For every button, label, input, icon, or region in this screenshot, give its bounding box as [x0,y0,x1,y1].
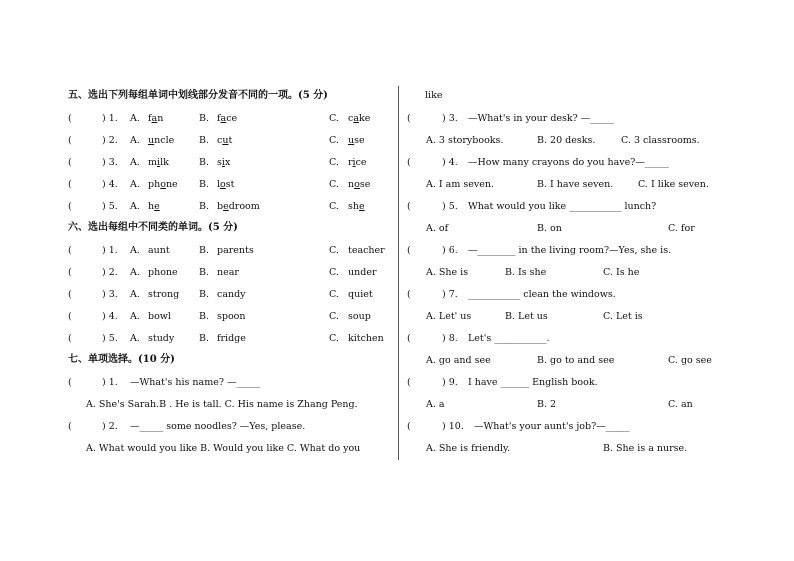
item-number: ) 2. [102,267,118,278]
option-c: C. go see [668,355,712,366]
option-c-word: quiet [348,289,373,300]
item-number: ) 1. [102,245,118,256]
question-text: —How many crayons do you have?—_____ [468,157,669,168]
option-c-label: C. [329,113,339,124]
option-c: C. I like seven. [638,179,709,190]
paren: ( [407,289,411,300]
option-b-label: B. [199,113,210,124]
option-b: B. Is she [505,267,547,278]
option-b-label: B. [199,245,210,256]
item-number: ) 5. [102,333,118,344]
option-a-word: uncle [148,135,175,146]
option-b: B. on [537,223,562,234]
paren: ( [68,267,72,278]
option-c: C. Is he [603,267,640,278]
paren: ( [407,201,411,212]
options-line: A. She's Sarah.B . He is tall. C. His name is Zhang Peng. [86,399,358,410]
option-b-word: near [217,267,239,278]
option-c-label: C. [329,135,339,146]
option-a-word: bowl [148,311,171,322]
paren: ( [68,113,72,124]
option-b-label: B. [199,157,210,168]
option-b-word: cut [217,135,233,146]
option-a-word: strong [148,289,180,300]
item-number: ) 9. [442,377,458,388]
option-b-word: face [217,113,238,124]
paren: ( [68,245,72,256]
question-text: —What's your aunt's job?—_____ [474,421,630,432]
option-b-label: B. [199,289,210,300]
option-a-label: A. [130,333,140,344]
option-a-word: phone [148,179,178,190]
paren: ( [68,157,72,168]
option-c-word: soup [348,311,371,322]
option-c-label: C. [329,201,339,212]
option-c: C. an [668,399,693,410]
option-a-word: phone [148,267,178,278]
paren: ( [68,201,72,212]
option-b-label: B. [199,311,210,322]
paren: ( [407,421,411,432]
question-text: I have ______ English book. [468,377,598,388]
paren: ( [407,245,411,256]
question-text: —What's his name? —_____ [130,377,261,388]
option-b-label: B. [199,267,210,278]
paren: ( [68,289,72,300]
option-a-label: A. [130,135,140,146]
option-b-word: spoon [217,311,246,322]
item-number: ) 6. [442,245,458,256]
option-b-word: lost [217,179,235,190]
option-b-label: B. [199,179,210,190]
option-a-label: A. [130,157,140,168]
item-number: ) 8. [442,333,458,344]
paren: ( [68,311,72,322]
paren: ( [68,333,72,344]
item-number: ) 1. [102,113,118,124]
option-b-label: B. [199,333,210,344]
item-number: ) 4. [102,311,118,322]
option-a: A. I am seven. [426,179,494,190]
option-a-label: A. [130,179,140,190]
question-text: What would you like ___________ lunch? [468,201,657,212]
item-number: ) 2. [102,135,118,146]
option-a-label: A. [130,311,140,322]
option-c-word: cake [348,113,371,124]
option-a: A. of [426,223,449,234]
option-a-word: milk [148,157,169,168]
section-5-title: 五、选出下列每组单词中划线部分发音不同的一项。(5 分) [68,90,328,101]
question-text: —What's in your desk? —_____ [468,113,615,124]
option-a-word: fan [148,113,164,124]
option-a-label: A. [130,113,140,124]
option-c-word: she [348,201,365,212]
option-a: A. a [426,399,445,410]
paren: ( [68,421,72,432]
option-c-word: use [348,135,365,146]
option-c-word: under [348,267,377,278]
option-c-label: C. [329,157,339,168]
option-a: A. go and see [426,355,491,366]
option-c-label: C. [329,311,339,322]
option-a: A. She is [426,267,469,278]
option-c-word: rice [348,157,367,168]
option-b-word: fridge [217,333,246,344]
option-a: A. She is friendly. [426,443,511,454]
item-number: ) 4. [442,157,458,168]
option-c-label: C. [329,179,339,190]
paren: ( [68,377,72,388]
option-c-label: C. [329,267,339,278]
option-b-word: parents [217,245,254,256]
question-text: —_____ some noodles? —Yes, please. [130,421,306,432]
option-b-word: bedroom [217,201,260,212]
option-b-label: B. [199,135,210,146]
item-number: ) 5. [442,201,458,212]
option-c-word: nose [348,179,371,190]
item-number: ) 7. [442,289,458,300]
option-b: B. go to and see [537,355,615,366]
paren: ( [68,179,72,190]
question-text: ___________ clean the windows. [468,289,616,300]
option-a-label: A. [130,289,140,300]
item-number: ) 3. [102,289,118,300]
option-a-label: A. [130,201,140,212]
option-c-label: C. [329,245,339,256]
option-c-label: C. [329,289,339,300]
item-number: ) 4. [102,179,118,190]
option-b: B. I have seven. [537,179,614,190]
option-a-word: he [148,201,160,212]
item-number: ) 2. [102,421,118,432]
option-b-word: six [217,157,231,168]
section-7-title: 七、单项选择。(10 分) [68,354,175,365]
option-b-word: candy [217,289,246,300]
item-number: ) 3. [442,113,458,124]
item-number: ) 3. [102,157,118,168]
continued-text: like [425,90,443,101]
option-b-label: B. [199,201,210,212]
option-b: B. 20 desks. [537,135,596,146]
column-divider [398,86,399,460]
item-number: ) 10. [442,421,464,432]
option-a-label: A. [130,267,140,278]
item-number: ) 1. [102,377,118,388]
option-c: C. 3 classrooms. [621,135,700,146]
question-text: —________ in the living room?—Yes, she is. [468,245,672,256]
option-c-word: teacher [348,245,385,256]
paren: ( [407,113,411,124]
paren: ( [68,135,72,146]
option-a-word: aunt [148,245,170,256]
options-line: A. What would you like B. Would you like C. What do you [86,443,361,454]
option-a: A. Let' us [426,311,472,322]
option-a: A. 3 storybooks. [426,135,504,146]
question-text: Let's ___________. [468,333,550,344]
option-a-label: A. [130,245,140,256]
option-b: B. She is a nurse. [603,443,688,454]
section-6-title: 六、选出每组中不同类的单词。(5 分) [68,222,238,233]
item-number: ) 5. [102,201,118,212]
option-b: B. 2 [537,399,557,410]
option-c: C. Let is [603,311,643,322]
option-c: C. for [668,223,695,234]
option-a-word: study [148,333,175,344]
paren: ( [407,157,411,168]
paren: ( [407,333,411,344]
option-c-word: kitchen [348,333,384,344]
option-b: B. Let us [505,311,548,322]
paren: ( [407,377,411,388]
option-c-label: C. [329,333,339,344]
